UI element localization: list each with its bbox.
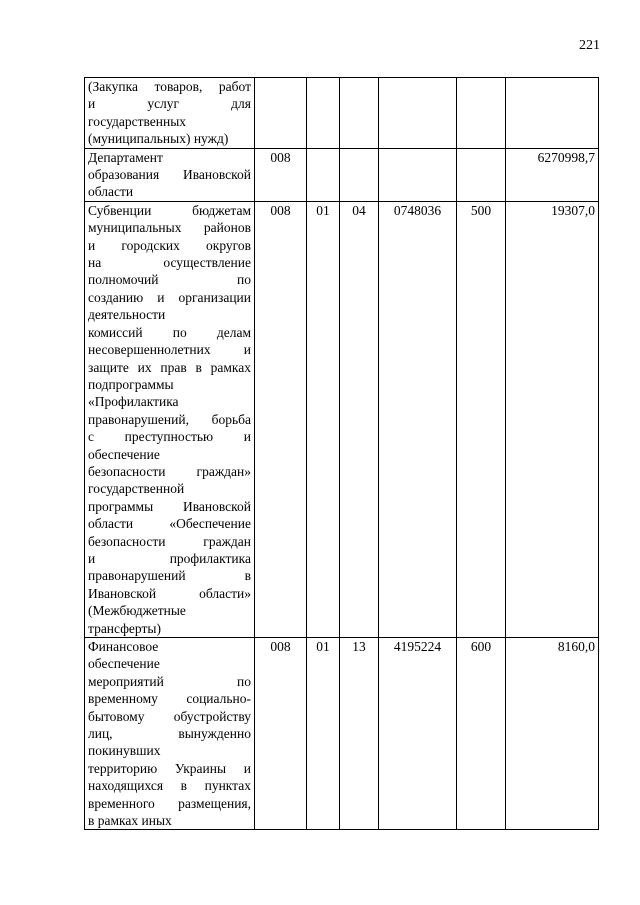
expense-name-line: Ивановской области» bbox=[88, 585, 251, 601]
expense-type-cell bbox=[457, 78, 506, 149]
expense-name-line: государственной bbox=[88, 481, 185, 497]
expense-name-line: (муниципальных) нужд) bbox=[88, 131, 229, 147]
ministry-code-cell bbox=[255, 78, 307, 149]
expense-name-line: области bbox=[88, 184, 134, 200]
expense-name-line: территорию Украины и bbox=[88, 760, 251, 776]
amount-cell: 19307,0 bbox=[506, 201, 599, 637]
expense-name-line: (Закупка товаров, работ bbox=[88, 79, 251, 94]
expense-name-line: правонарушений, борьба bbox=[88, 411, 251, 427]
subsection-code-cell: 13 bbox=[340, 638, 379, 830]
expense-type-cell: 600 bbox=[457, 638, 506, 830]
expense-name-line: мероприятий по bbox=[88, 673, 251, 689]
expense-name-cell bbox=[85, 201, 255, 637]
section-code-cell bbox=[307, 148, 340, 201]
amount-cell: 6270998,7 bbox=[506, 148, 599, 201]
expense-name-line: подпрограммы bbox=[88, 376, 174, 392]
expense-name-line: трансферты) bbox=[88, 620, 161, 636]
expense-name-line: правонарушений в bbox=[88, 568, 251, 584]
section-code-cell: 01 bbox=[307, 638, 340, 830]
table-row bbox=[85, 148, 599, 201]
expense-name-line: Департамент bbox=[88, 149, 163, 165]
expense-name-line: Субвенции бюджетам bbox=[88, 202, 251, 218]
expense-name-line: созданию и организации bbox=[88, 289, 251, 305]
expense-type-cell bbox=[457, 148, 506, 201]
expense-name-line: «Профилактика bbox=[88, 394, 179, 410]
subsection-code-cell bbox=[340, 148, 379, 201]
expense-name-line: полномочий по bbox=[88, 272, 251, 288]
ministry-code-cell: 008 bbox=[255, 638, 307, 830]
expense-name-cell bbox=[85, 148, 255, 201]
page-number: 221 bbox=[579, 38, 600, 53]
expense-name-line: несовершеннолетних и bbox=[88, 342, 251, 358]
expense-name-line: обеспечение bbox=[88, 656, 160, 672]
expense-name-line: с преступностью и bbox=[88, 429, 251, 445]
expense-name-line: Финансовое bbox=[88, 639, 159, 654]
expense-type-cell: 500 bbox=[457, 201, 506, 637]
expense-name-line: бытовому обустройству bbox=[88, 708, 251, 724]
amount-cell bbox=[506, 78, 599, 149]
amount-cell: 8160,0 bbox=[506, 638, 599, 830]
expense-name-line: муниципальных районов bbox=[88, 220, 251, 236]
target-article-cell bbox=[379, 148, 457, 201]
expense-name-line: находящихся в пунктах bbox=[88, 778, 251, 794]
expense-name-cell bbox=[85, 78, 255, 149]
expense-name-line: и городских округов bbox=[88, 237, 251, 253]
expense-name-cell bbox=[85, 638, 255, 830]
expense-name-line: деятельности bbox=[88, 307, 166, 323]
expense-name-line: безопасности граждан» bbox=[88, 463, 251, 479]
budget-table-body bbox=[85, 78, 599, 830]
expense-name-line: обеспечение bbox=[88, 446, 160, 462]
expense-name-line: (Межбюджетные bbox=[88, 603, 186, 619]
target-article-cell bbox=[379, 78, 457, 149]
expense-name-line: области «Обеспечение bbox=[88, 516, 251, 532]
table-row bbox=[85, 201, 599, 637]
expense-name-line: программы Ивановской bbox=[88, 498, 251, 514]
expense-name-line: безопасности граждан bbox=[88, 533, 251, 549]
section-code-cell: 01 bbox=[307, 201, 340, 637]
target-article-cell: 0748036 bbox=[379, 201, 457, 637]
expense-name-line: временного размещения, bbox=[88, 795, 251, 811]
ministry-code-cell: 008 bbox=[255, 201, 307, 637]
expense-name-line: государственных bbox=[88, 113, 187, 129]
table-row bbox=[85, 78, 599, 149]
expense-name-line: образования Ивановской bbox=[88, 167, 251, 183]
target-article-cell: 4195224 bbox=[379, 638, 457, 830]
expense-name-line: покинувших bbox=[88, 743, 161, 759]
subsection-code-cell bbox=[340, 78, 379, 149]
expense-name-line: и услуг для bbox=[88, 96, 251, 112]
expense-name-line: временному социально- bbox=[88, 691, 251, 707]
budget-table bbox=[84, 77, 599, 830]
section-code-cell bbox=[307, 78, 340, 149]
ministry-code-cell: 008 bbox=[255, 148, 307, 201]
expense-name-line: в рамках иных bbox=[88, 813, 172, 829]
expense-name-line: лиц, вынужденно bbox=[88, 726, 251, 742]
table-row bbox=[85, 638, 599, 830]
expense-name-line: комиссий по делам bbox=[88, 324, 251, 340]
expense-name-line: и профилактика bbox=[88, 550, 251, 566]
subsection-code-cell: 04 bbox=[340, 201, 379, 637]
expense-name-line: на осуществление bbox=[88, 255, 251, 271]
expense-name-line: защите их прав в рамках bbox=[88, 359, 251, 375]
